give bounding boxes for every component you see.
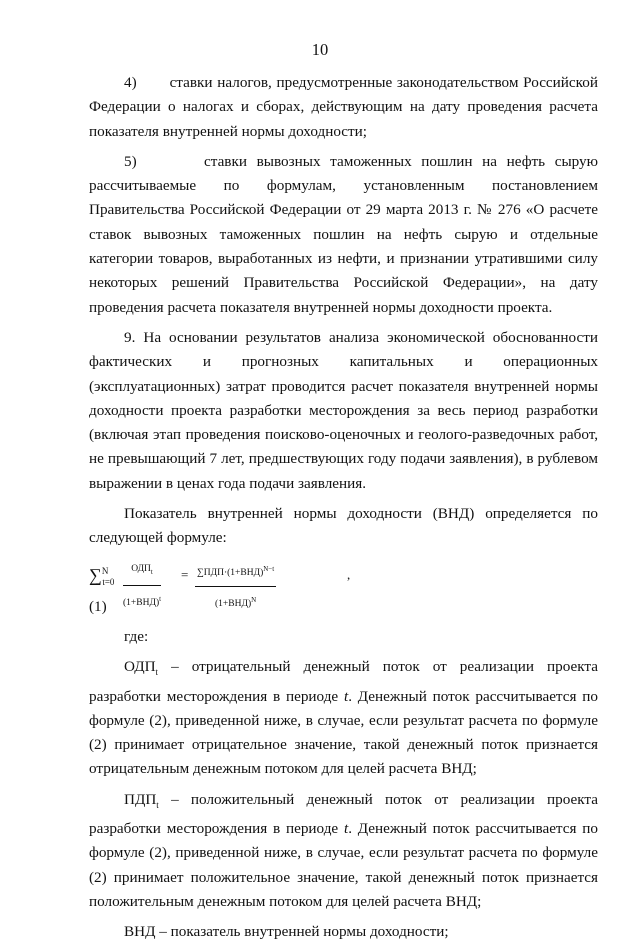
list-item-4-text: ставки налогов, предусмотренные законодательством Российской Федерации о налогах и сборах, действующим на дату проведения расчета показателя внутренней нормы доходности;	[89, 74, 599, 140]
formula-intro: Показатель внутренней нормы доходности (ВНД) определяется по следующей формуле:	[89, 505, 598, 547]
sum-symbol-left: ∑$^N_{t=0}$	[89, 564, 115, 588]
fraction-right: $\sum ПДП\cdot(1+ВНД)^{N-t}$ $(1+ВНД)^N$	[195, 557, 276, 617]
list-item-5-text: ставки вывозных таможенных пошлин на нефть сырую рассчитываемые по формулам, установленным постановлением Правительства Российской Федерации от 29 марта 2013 г. № 276 «О расчете ставок вывозных таможенных пошлин на нефть сырую и отдельные категории товаров, выработанных из нефти, и признании утратившими силу некоторых решений Правительства Российской Федерации», на дату проведения расчета показателя внутренней нормы доходности проекта.	[89, 152, 598, 316]
equals-sign: =	[181, 566, 189, 582]
document-body	[89, 71, 598, 945]
list-item-4-number: 4)	[124, 74, 137, 91]
definition-vnd: ВНД – показатель внутренней нормы доходности;	[124, 923, 449, 941]
paragraph-9: 9. На основании результатов анализа экономической обоснованности фактических и прогнозных капитальных и операционных (эксплуатационных) затрат проводится расчет показателя внутренней нормы доходности проекта разработки месторождения за весь период разработки (включая этап проведения поисково-оценочных и геолого-разведочных работ, не превышающий 7 лет, предшествующих году подачи заявления), в рублевом выражении в ценах года подачи заявления.	[89, 328, 598, 492]
definition-odp: $ОДП_t$ – отрицательный денежный поток от реализации проекта разработки месторождения в периоде t. Денежный поток рассчитывается по формуле (2), приведенной ниже, в случае, если результат расчета по формуле (2) принимает отрицательное значение, такой денежный поток признается отрицательным денежным потоком для целей расчета ВНД;	[89, 658, 598, 778]
formula-irr	[89, 553, 598, 610]
list-item-5	[89, 150, 598, 320]
where-label: где:	[124, 627, 149, 645]
page-number: 10	[311, 40, 329, 59]
list-item-4	[89, 71, 598, 144]
fraction-left: $ОДП_t$ $(1+ВНД)^t$	[123, 557, 161, 616]
definition-pdp: $ПДП_t$ – положительный денежный поток от реализации проекта разработки месторождения в периоде t. Денежный поток рассчитывается по формуле (2), приведенной ниже, в случае, если результат расчета по формуле (2) принимает положительное значение, такой денежный поток признается положительным денежным потоком для целей расчета ВНД;	[89, 790, 598, 910]
list-item-5-number: 5)	[124, 152, 137, 170]
equation-number: (1)	[89, 597, 107, 615]
formula-trailing-comma: ,	[347, 566, 351, 582]
